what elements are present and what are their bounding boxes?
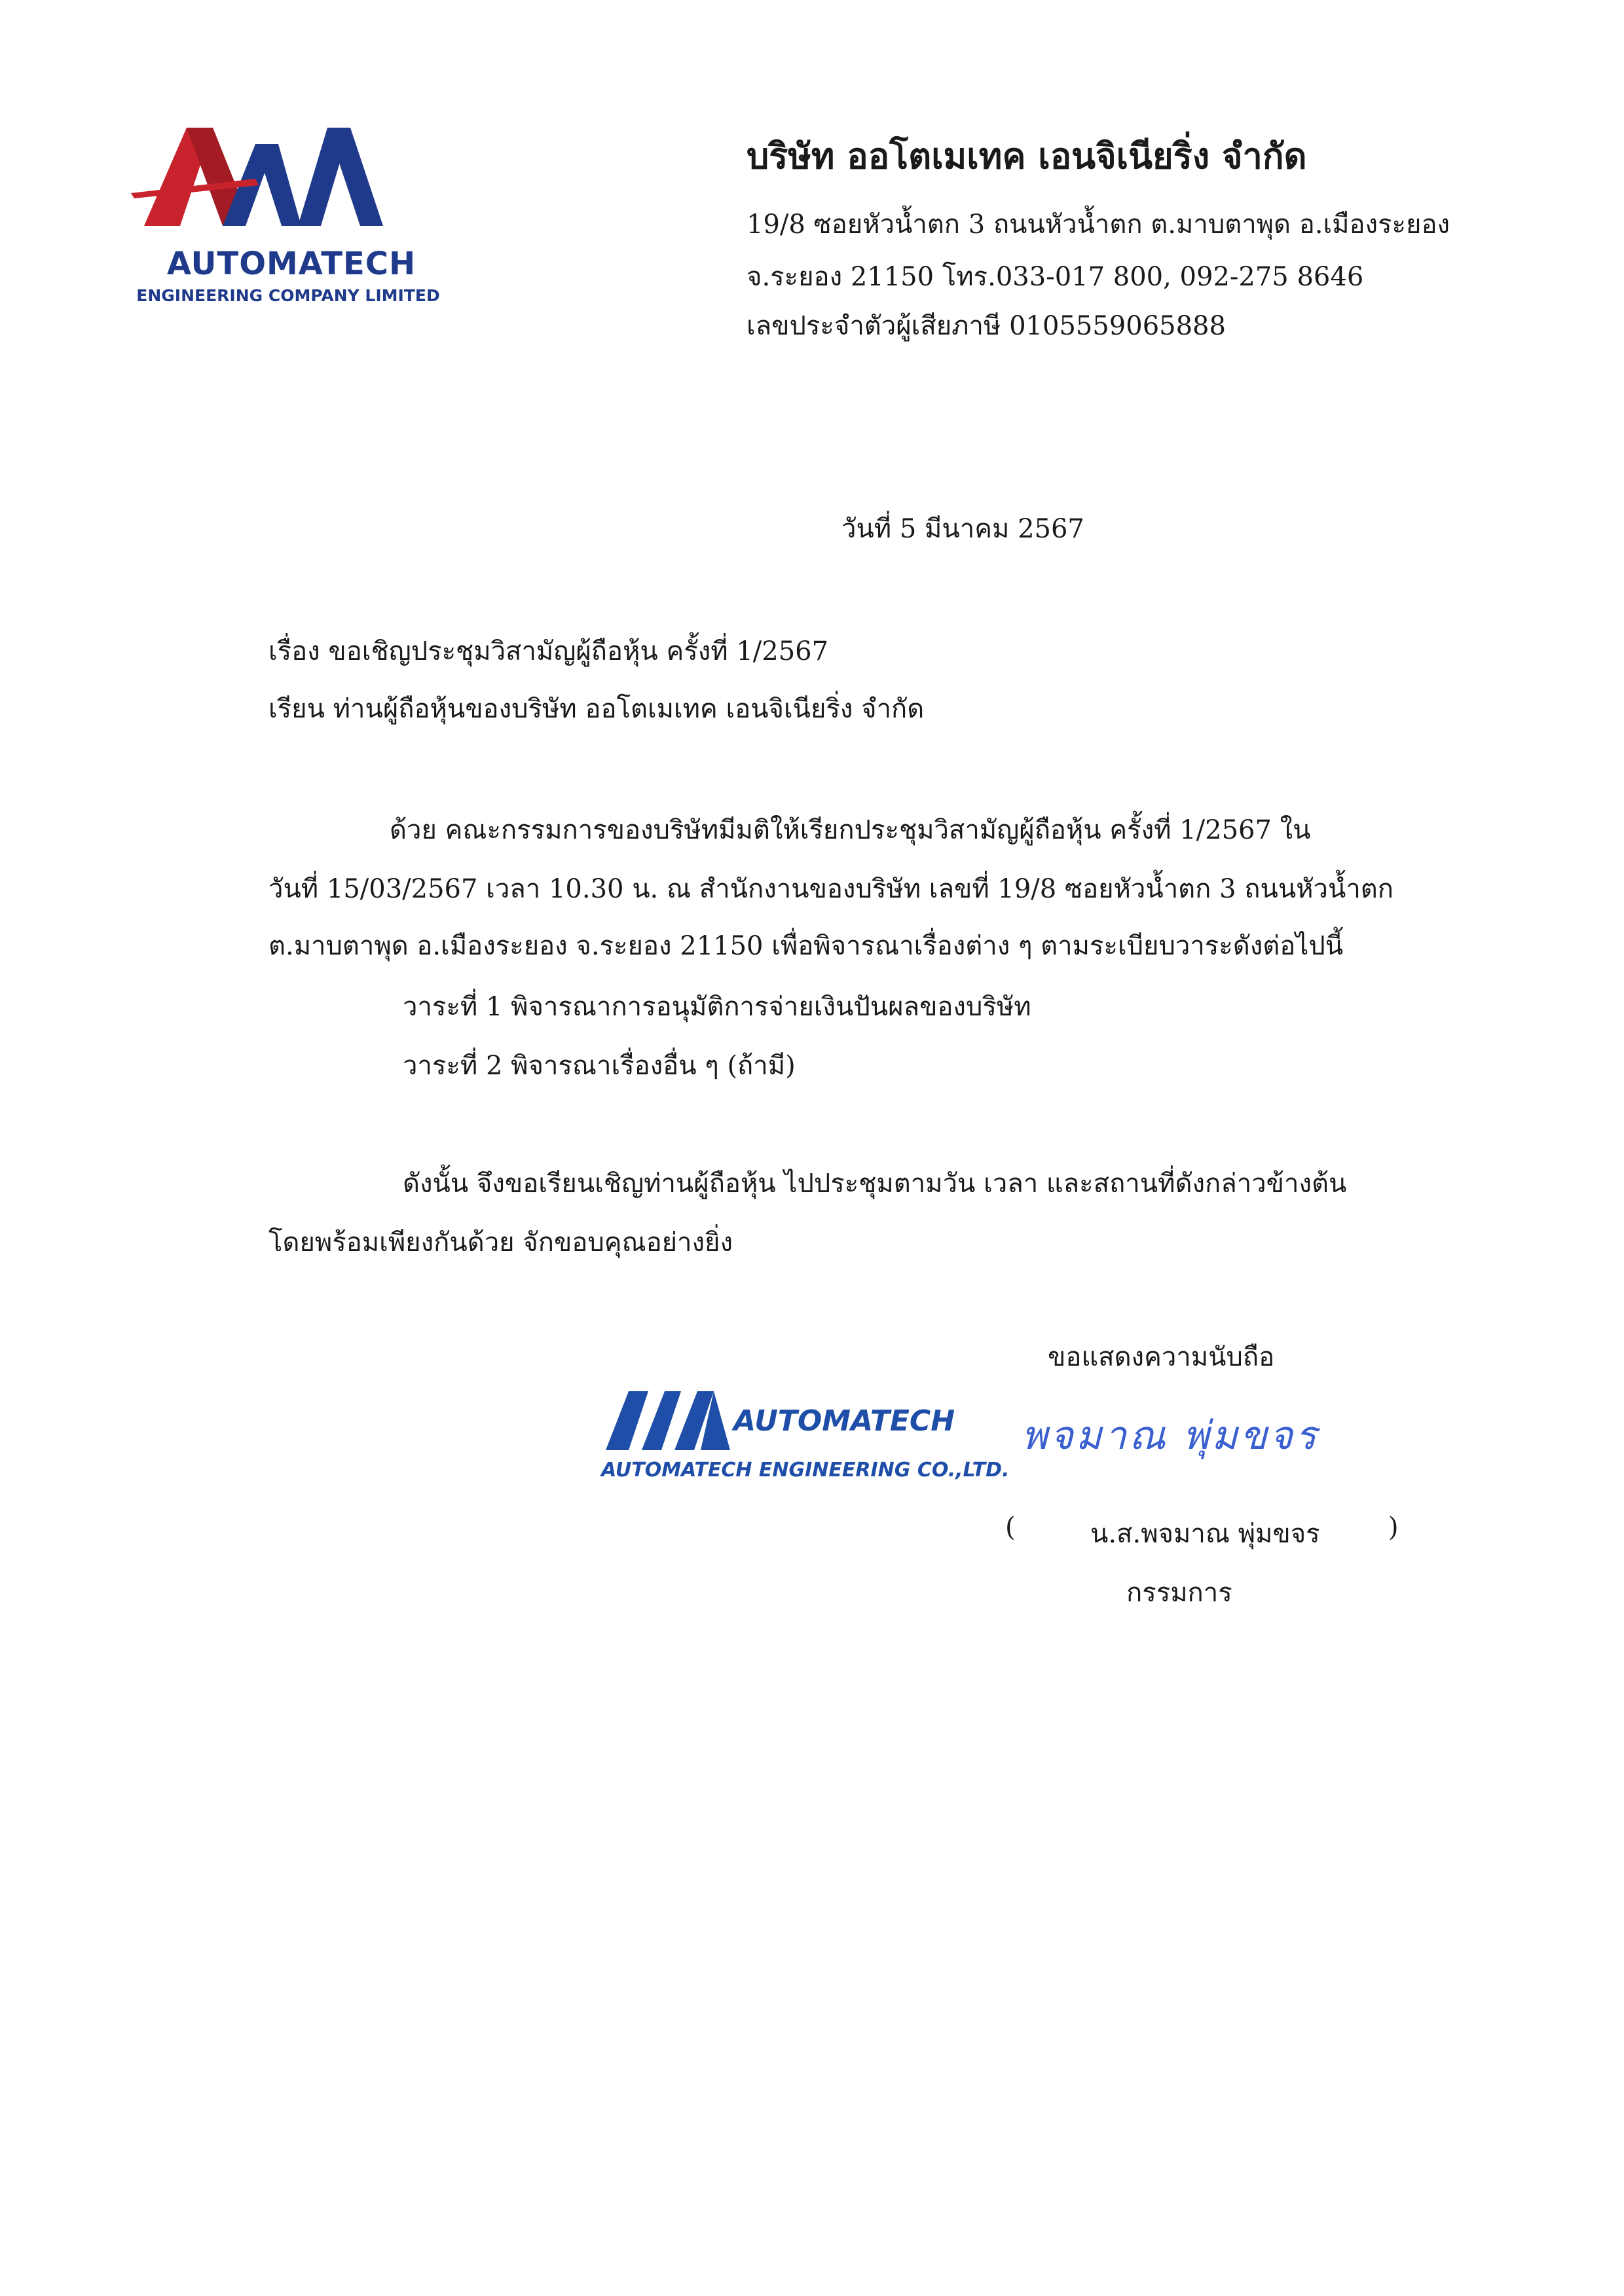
paragraph-2-line-2: โดยพร้อมเพียงกันด้วย จักขอบคุณอย่างยิ่ง xyxy=(268,1228,733,1258)
agenda-item-2: วาระที่ 2 พิจารณาเรื่องอื่น ๆ (ถ้ามี) xyxy=(403,1051,796,1081)
company-name: บริษัท ออโตเมเทค เอนจิเนียริ่ง จำกัด xyxy=(747,135,1307,177)
company-logo xyxy=(124,115,452,311)
letter-date: วันที่ 5 มีนาคม 2567 xyxy=(841,514,1084,544)
agenda-item-1: วาระที่ 1 พิจารณาการอนุมัติการจ่ายเงินปันผลของบริษัท xyxy=(403,992,1031,1022)
company-tax-id: เลขประจำตัวผู้เสียภาษี 0105559065888 xyxy=(747,311,1226,341)
signatory-close-paren: ) xyxy=(1388,1512,1399,1542)
stamp-subtitle: AUTOMATECH ENGINEERING CO.,LTD. xyxy=(601,1459,1010,1482)
signatory-name: น.ส.พจมาณ พุ่มขจร xyxy=(1090,1519,1320,1549)
letter-recipient: เรียน ท่านผู้ถือหุ้นของบริษัท ออโตเมเทค เอนจิเนียริ่ง จำกัด xyxy=(268,694,925,724)
logo-mark xyxy=(124,115,452,246)
paragraph-1-line-2: วันที่ 15/03/2567 เวลา 10.30 น. ณ สำนักงานของบริษัท เลขที่ 19/8 ซอยหัวน้ำตก 3 ถนนหัวน้ำตก xyxy=(268,874,1393,904)
logo-name: AUTOMATECH xyxy=(166,246,416,282)
stamp-logo-mark xyxy=(602,1385,733,1457)
stamp-name: AUTOMATECH xyxy=(733,1404,955,1438)
signatory-title: กรรมการ xyxy=(1126,1578,1232,1608)
logo-subtitle: ENGINEERING COMPANY LIMITED xyxy=(136,286,440,305)
company-address-line2: จ.ระยอง 21150 โทร.033-017 800, 092-275 8646 xyxy=(747,262,1364,292)
letter-subject: เรื่อง ขอเชิญประชุมวิสามัญผู้ถือหุ้น ครั้งที่ 1/2567 xyxy=(268,636,829,666)
paragraph-1-line-3: ต.มาบตาพุด อ.เมืองระยอง จ.ระยอง 21150 เพื่อพิจารณาเรื่องต่าง ๆ ตามระเบียบวาระดังต่อไปนี้ xyxy=(268,931,1344,961)
paragraph-1-line-1: ด้วย คณะกรรมการของบริษัทมีมติให้เรียกประชุมวิสามัญผู้ถือหุ้น ครั้งที่ 1/2567 ใน xyxy=(390,815,1311,845)
signature-text: พจมาณ พุ่มขจร xyxy=(1022,1413,1320,1459)
signatory-open-paren: ( xyxy=(1005,1512,1016,1542)
handwritten-signature xyxy=(1022,1404,1319,1467)
company-stamp xyxy=(596,1378,1010,1489)
closing-text: ขอแสดงความนับถือ xyxy=(1048,1342,1275,1372)
company-address-line1: 19/8 ซอยหัวน้ำตก 3 ถนนหัวน้ำตก ต.มาบตาพุด อ.เมืองระยอง xyxy=(747,210,1450,240)
paragraph-2-line-1: ดังนั้น จึงขอเรียนเชิญท่านผู้ถือหุ้น ไปประชุมตามวัน เวลา และสถานที่ดังกล่าวข้างต้น xyxy=(403,1169,1347,1199)
